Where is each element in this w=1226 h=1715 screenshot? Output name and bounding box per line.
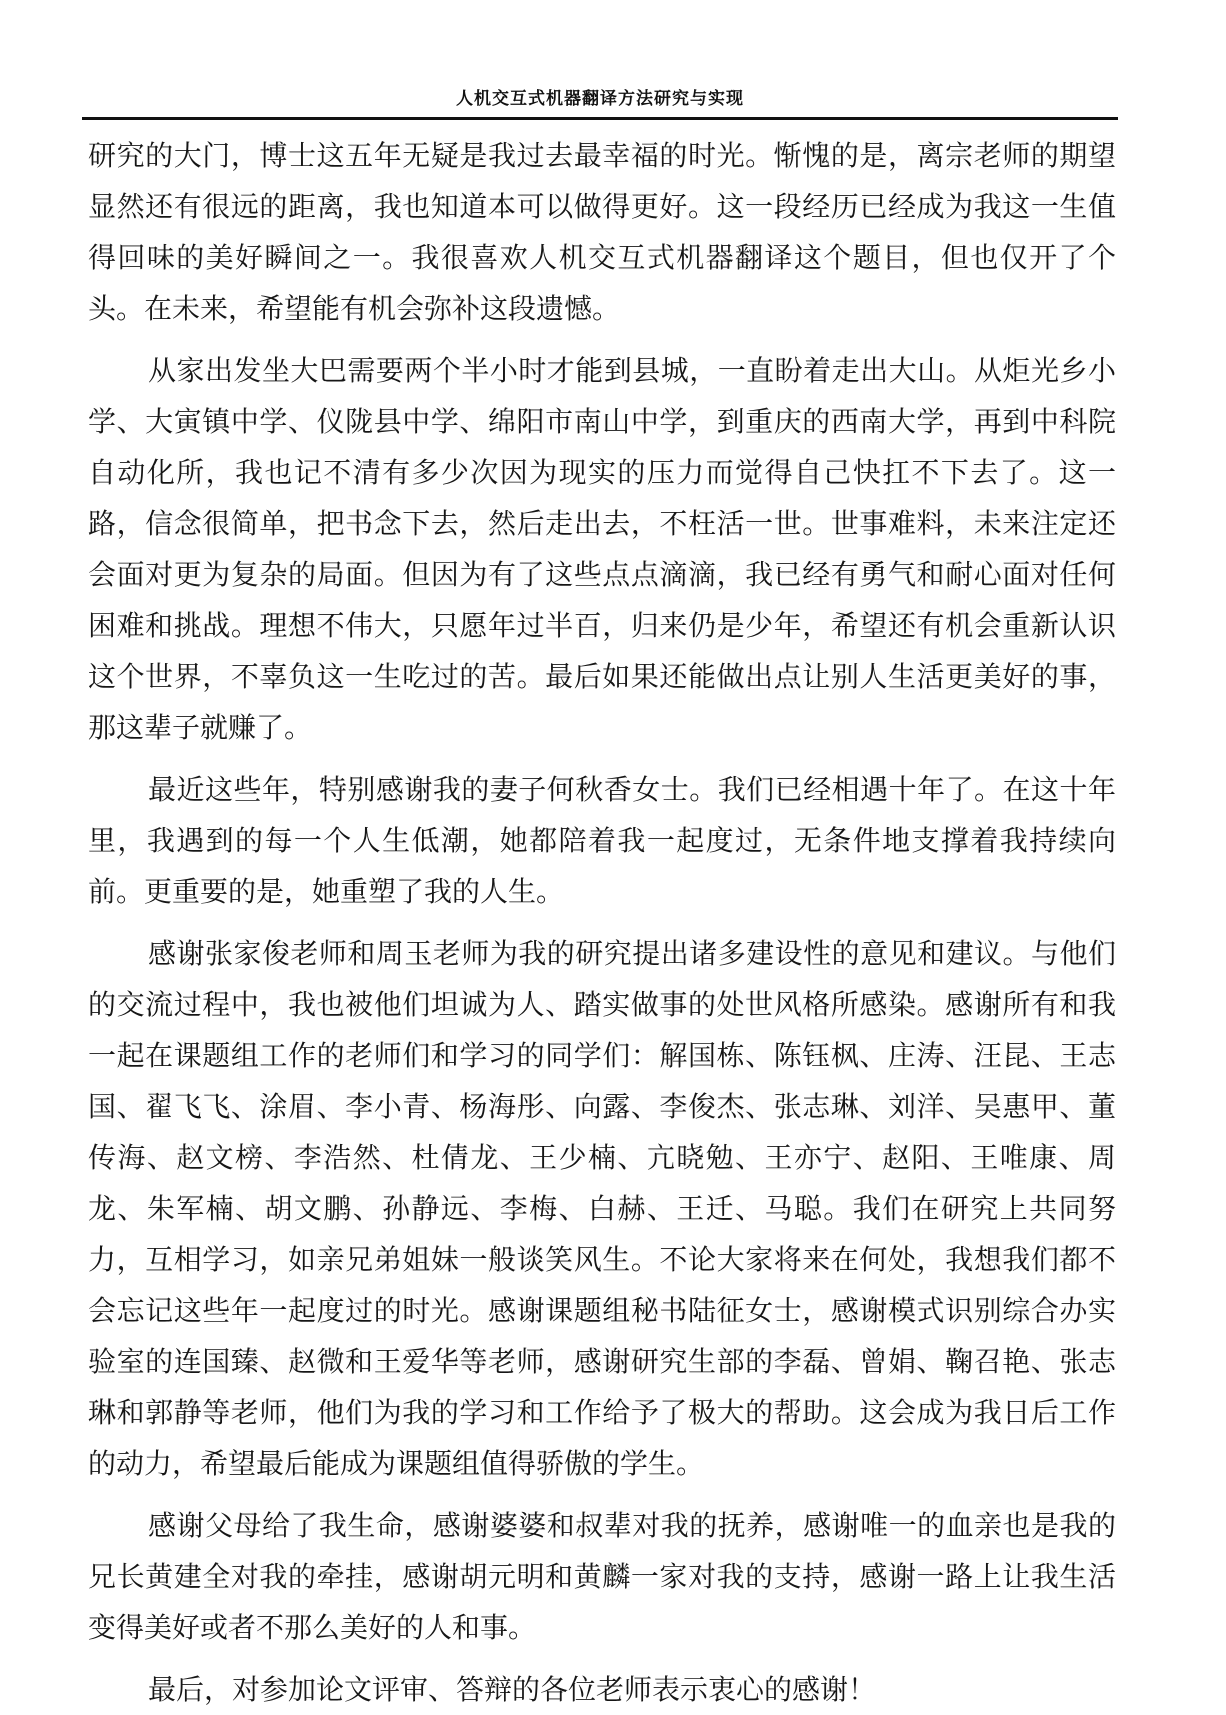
paragraph-continuation: 研究的大门，博士这五年无疑是我过去最幸福的时光。惭愧的是，离宗老师的期望显然还有很远的距离，我也知道本可以做得更好。这一段经历已经成为我这一生值得回味的美好瞬间之一。我很喜欢人机交互式机器翻译这个题目，但也仅开了个头。在未来，希望能有机会弥补这段遗憾。 (88, 139, 1116, 325)
paragraph-committee: 最后，对参加论文评审、答辩的各位老师表示衷心的感谢！ (148, 1673, 877, 1706)
paragraph-family: 感谢父母给了我生命，感谢婆婆和叔辈对我的抚养，感谢唯一的血亲也是我的兄长黄建全对我的牵挂，感谢胡元明和黄麟一家对我的支持，感谢一路上让我生活变得美好或者不那么美好的人和事。 (88, 1509, 1116, 1644)
header-rule (82, 117, 1118, 120)
paragraph-wife: 最近这些年，特别感谢我的妻子何秋香女士。我们已经相遇十年了。在这十年里，我遇到的每一个人生低潮，她都陪着我一起度过，无条件地支撑着我持续向前。更重要的是，她重塑了我的人生。 (88, 773, 1116, 908)
paragraph-journey: 从家出发坐大巴需要两个半小时才能到县城，一直盼着走出大山。从炬光乡小学、大寅镇中学、仪陇县中学、绵阳市南山中学，到重庆的西南大学，再到中科院自动化所，我也记不清有多少次因为现实的压力而觉得自己快扛不下去了。这一路，信念很简单，把书念下去，然后走出去，不枉活一世。世事难料，未来注定还会面对更为复杂的局面。但因为有了这些点点滴滴，我已经有勇气和耐心面对任何困难和挑战。理想不伟大，只愿年过半百，归来仍是少年，希望还有机会重新认识这个世界，不辜负这一生吃过的苦。最后如果还能做出点让别人生活更美好的事，那这辈子就赚了。 (88, 354, 1116, 744)
paragraph-colleagues: 感谢张家俊老师和周玉老师为我的研究提出诸多建设性的意见和建议。与他们的交流过程中，我也被他们坦诚为人、踏实做事的处世风格所感染。感谢所有和我一起在课题组工作的老师们和学习的同学们：解国栋、陈钰枫、庄涛、汪昆、王志国、翟飞飞、涂眉、李小青、杨海彤、向露、李俊杰、张志琳、刘洋、吴惠甲、董传海、赵文榜、李浩然、杜倩龙、王少楠、亢晓勉、王亦宁、赵阳、王唯康、周龙、朱军楠、胡文鹏、孙静远、李梅、白赫、王迁、马聪。我们在研究上共同努力，互相学习，如亲兄弟姐妹一般谈笑风生。不论大家将来在何处，我想我们都不会忘记这些年一起度过的时光。感谢课题组秘书陆征女士，感谢模式识别综合办实验室的连国臻、赵微和王爱华等老师，感谢研究生部的李磊、曾娟、鞠召艳、张志琳和郭静等老师，他们为我的学习和工作给予了极大的帮助。这会成为我日后工作的动力，希望最后能成为课题组值得骄傲的学生。 (88, 937, 1116, 1480)
running-header-title: 人机交互式机器翻译方法研究与实现 (456, 89, 744, 109)
body-text (88, 130, 1116, 1715)
